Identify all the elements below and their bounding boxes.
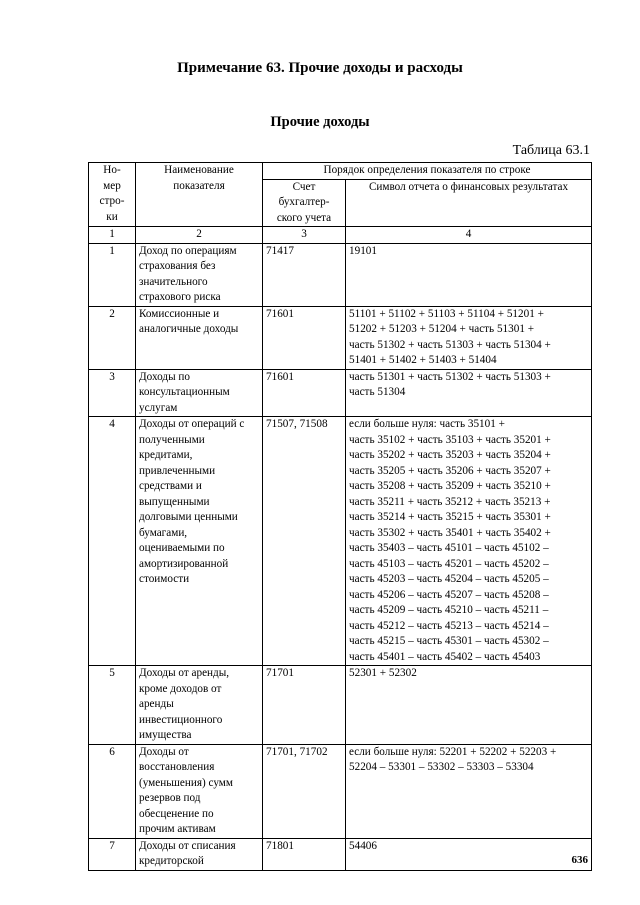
indicator-name: Комиссионные и аналогичные доходы <box>136 306 263 369</box>
row-number: 5 <box>89 666 136 745</box>
header-row-number: Но- мер стро- ки <box>89 163 136 227</box>
report-symbol: 54406 <box>346 838 592 870</box>
header-indicator-name: Наименование показателя <box>136 163 263 227</box>
header-procedure: Порядок определения показателя по строке <box>263 163 592 180</box>
income-table <box>88 162 592 871</box>
account-number: 71601 <box>263 306 346 369</box>
table-row <box>89 369 592 417</box>
table-row <box>89 666 592 745</box>
account-number: 71701 <box>263 666 346 745</box>
report-symbol: 19101 <box>346 243 592 306</box>
report-symbol: часть 51301 + часть 51302 + часть 51303 + часть 51304 <box>346 369 592 417</box>
row-number: 7 <box>89 838 136 870</box>
table-row <box>89 243 592 306</box>
column-number: 2 <box>136 227 263 244</box>
indicator-name: Доходы от списания кредиторской <box>136 838 263 870</box>
table-label: Таблица 63.1 <box>512 143 590 158</box>
report-symbol: 52301 + 52302 <box>346 666 592 745</box>
section-subtitle: Прочие доходы <box>270 114 370 130</box>
report-symbol: 51101 + 51102 + 51103 + 51104 + 51201 + 51202 + 51203 + 51204 + часть 51301 + часть 51302 + часть 51303 + часть 51304 + 51401 + 51402 + 51403 + 51404 <box>346 306 592 369</box>
report-symbol: если больше нуля: 52201 + 52202 + 52203 + 52204 – 53301 – 53302 – 53303 – 53304 <box>346 744 592 838</box>
row-number: 1 <box>89 243 136 306</box>
table-row <box>89 744 592 838</box>
table-row <box>89 838 592 870</box>
row-number: 2 <box>89 306 136 369</box>
row-number: 3 <box>89 369 136 417</box>
account-number: 71417 <box>263 243 346 306</box>
account-number: 71601 <box>263 369 346 417</box>
row-number: 6 <box>89 744 136 838</box>
account-number: 71801 <box>263 838 346 870</box>
column-number: 4 <box>346 227 592 244</box>
column-numbers-row <box>89 227 592 244</box>
indicator-name: Доход по операциям страхования без значительного страхового риска <box>136 243 263 306</box>
table-row <box>89 306 592 369</box>
account-number: 71701, 71702 <box>263 744 346 838</box>
column-number: 3 <box>263 227 346 244</box>
indicator-name: Доходы по консультационным услугам <box>136 369 263 417</box>
account-number: 71507, 71508 <box>263 417 346 666</box>
row-number: 4 <box>89 417 136 666</box>
table-row <box>89 417 592 666</box>
indicator-name: Доходы от операций с полученными кредитами, привлеченными средствами и выпущенными долговыми ценными бумагами, оцениваемыми по амортизированной стоимости <box>136 417 263 666</box>
page-title: Примечание 63. Прочие доходы и расходы <box>177 60 463 76</box>
report-symbol: если больше нуля: часть 35101 + часть 35102 + часть 35103 + часть 35201 + часть 35202 + часть 35203 + часть 35204 + часть 35205 + часть 35206 + часть 35207 + часть 35208 + часть 35209 + часть 35210 + часть 35211 + часть 35212 + часть 35213 + часть 35214 + часть 35215 + часть 35301 + часть 35302 + часть 35401 + часть 35402 + часть 35403 – часть 45101 – часть 45102 – часть 45103 – часть 45201 – часть 45202 – часть 45203 – часть 45204 – часть 45205 – часть 45206 – часть 45207 – часть 45208 – часть 45209 – часть 45210 – часть 45211 – часть 45212 – часть 45213 – часть 45214 – часть 45215 – часть 45301 – часть 45302 – часть 45401 – часть 45402 – часть 45403 <box>346 417 592 666</box>
header-account: Счет бухгалтер- ского учета <box>263 179 346 227</box>
column-number: 1 <box>89 227 136 244</box>
table-body <box>89 243 592 870</box>
indicator-name: Доходы от восстановления (уменьшения) сумм резервов под обесценение по прочим активам <box>136 744 263 838</box>
header-symbol: Символ отчета о финансовых результатах <box>346 179 592 227</box>
indicator-name: Доходы от аренды, кроме доходов от аренды инвестиционного имущества <box>136 666 263 745</box>
page-number: 636 <box>571 854 588 866</box>
